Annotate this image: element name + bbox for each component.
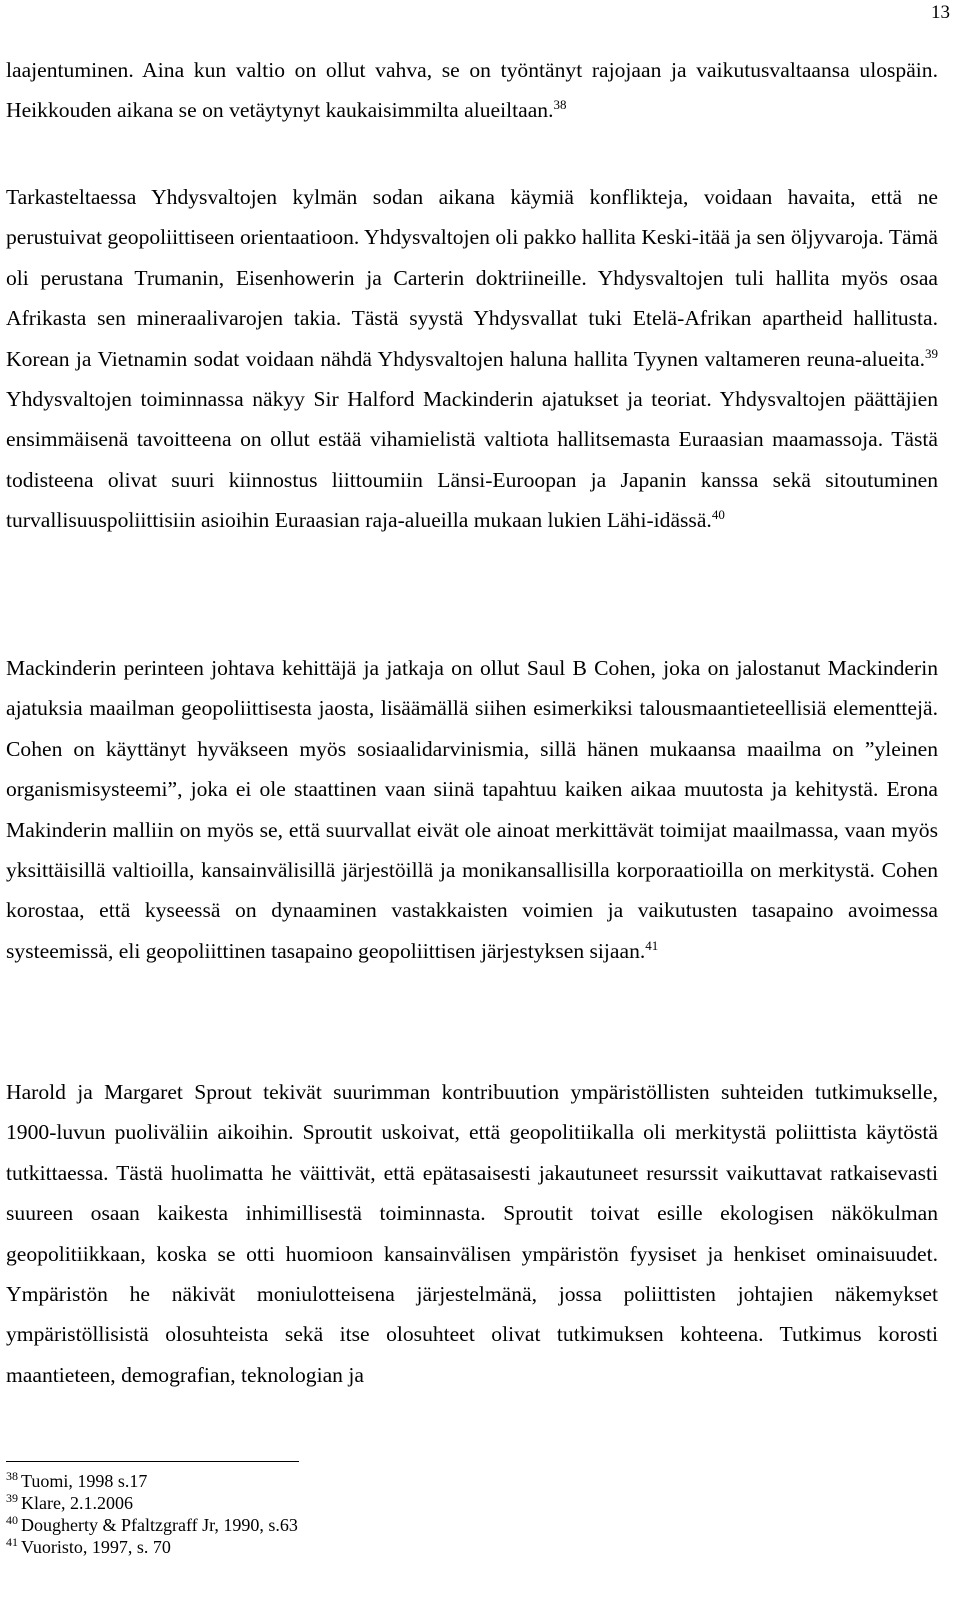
footnote-40	[6, 1514, 298, 1536]
footnote-reference[interactable]: 40	[711, 507, 725, 523]
paragraph-text: Mackinderin perinteen johtava kehittäjä ja jatkaja on ollut Saul B Cohen, joka on jalostanut Mackinderin ajatuksia maailman geopoliittisesta jaosta, lisäämällä siihen esimerkiksi talousmaantieteellisiä elementtejä. Cohen on käyttänyt hyväkseen myös sosiaalidarvinismia, sillä hänen mukaansa maailma on ”yleinen organismisysteemi”, joka ei ole staattinen vaan siinä tapahtuu kaiken aikaa muutosta ja kehitystä. Erona Makinderin malliin on myös se, että suurvallat eivät ole ainoat merkittävät toimijat maailmassa, vaan myös yksittäisillä valtioilla, kansainvälisillä järjestöillä ja monikansallisilla korporaatioilla on merkitystä. Cohen korostaa, että kyseessä on dynaaminen vastakkaisten voimien ja vaikutusten tasapaino avoimessa systeemissä, eli geopoliittinen tasapaino geopoliittisen järjestyksen sijaan.	[6, 656, 938, 963]
footnote-39	[6, 1492, 298, 1514]
paragraph-4	[6, 1072, 938, 1395]
footnote-reference[interactable]: 41	[645, 937, 659, 953]
footnote-number: 39	[6, 1491, 18, 1505]
footnote-reference[interactable]: 38	[553, 97, 567, 113]
footnote-text: Klare, 2.1.2006	[21, 1493, 133, 1513]
footnote-41	[6, 1536, 298, 1558]
footnote-number: 38	[6, 1469, 18, 1483]
footnote-divider	[6, 1461, 299, 1462]
footnote-38	[6, 1470, 298, 1492]
footnotes	[6, 1470, 298, 1558]
paragraph-text: Yhdysvaltojen toiminnassa näkyy Sir Halford Mackinderin ajatukset ja teoriat. Yhdysvaltojen päättäjien ensimmäisenä tavoitteena on ollut estää vihamielistä valtiota hallitsemasta Euraasian maamassoja. Tästä todisteena olivat suuri kiinnostus liittoumiin Länsi-Euroopan ja Japanin kanssa sekä sitoutuminen turvallisuuspoliittisiin asioihin Euraasian raja-alueilla mukaan lukien Lähi-idässä.	[6, 387, 938, 533]
footnote-number: 40	[6, 1513, 18, 1527]
paragraph-1	[6, 50, 938, 131]
page-number: 13	[931, 2, 950, 23]
paragraph-2	[6, 177, 938, 541]
paragraph-3	[6, 648, 938, 971]
paragraph-text: Tarkasteltaessa Yhdysvaltojen kylmän sodan aikana käymiä konflikteja, voidaan havaita, että ne perustuivat geopoliittiseen orientaatioon. Yhdysvaltojen oli pakko hallita Keski-itää ja sen öljyvaroja. Tämä oli perustana Trumanin, Eisenhowerin ja Carterin doktriineille. Yhdysvaltojen tuli hallita myös osaa Afrikasta sen mineraalivarojen takia. Tästä syystä Yhdysvallat tuki Etelä-Afrikan apartheid hallitusta. Korean ja Vietnamin sodat voidaan nähdä Yhdysvaltojen haluna hallita Tyynen valtameren reuna-alueita.	[6, 185, 938, 371]
footnote-text: Dougherty & Pfaltzgraff Jr, 1990, s.63	[21, 1515, 298, 1535]
footnote-text: Tuomi, 1998 s.17	[21, 1471, 148, 1491]
footnote-reference[interactable]: 39	[925, 345, 938, 361]
footnote-text: Vuoristo, 1997, s. 70	[21, 1537, 171, 1557]
paragraph-text: Harold ja Margaret Sprout tekivät suurimman kontribuution ympäristöllisten suhteiden tutkimukselle, 1900-luvun puoliväliin aikoihin. Sproutit uskoivat, että geopolitiikalla oli merkitystä poliittista käytöstä tutkittaessa. Tästä huolimatta he väittivät, että epätasaisesti jakautuneet resurssit vaikuttavat ratkaisevasti suureen osaan kaikesta inhimillisestä toiminnasta. Sproutit toivat esille ekologisen näkökulman geopolitiikkaan, koska se otti huomioon kansainvälisen ympäristön fyysiset ja henkiset ominaisuudet. Ympäristön he näkivät moniulotteisena järjestelmänä, jossa poliittisten johtajien näkemykset ympäristöllisistä olosuhteista sekä itse olosuhteet olivat tutkimuksen kohteena. Tutkimus korosti maantieteen, demografian, teknologian ja	[6, 1080, 938, 1387]
paragraph-text: laajentuminen. Aina kun valtio on ollut vahva, se on työntänyt rajojaan ja vaikutusvaltaansa ulospäin. Heikkouden aikana se on vetäytynyt kaukaisimmilta alueiltaan.	[6, 58, 938, 123]
footnote-number: 41	[6, 1535, 18, 1549]
